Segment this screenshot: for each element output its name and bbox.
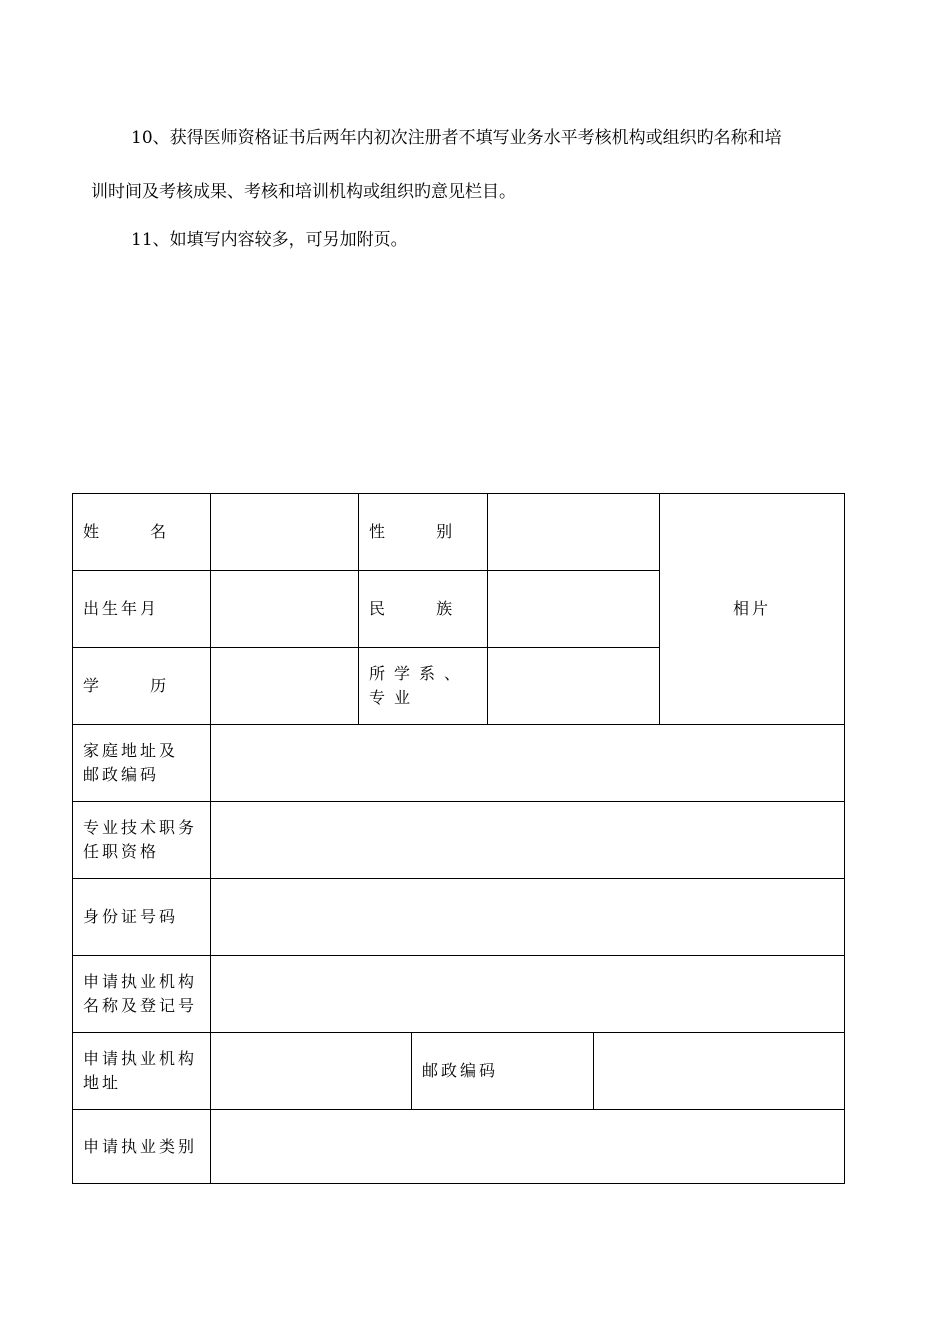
postcode-label: 邮政编码 [422, 1061, 499, 1080]
major-label: 所学系、专业 [369, 664, 470, 707]
institution-address-field[interactable] [210, 1032, 412, 1110]
ethnicity-label: 民 族 [369, 599, 476, 618]
postcode-field[interactable] [593, 1032, 845, 1110]
education-label-cell [72, 647, 211, 725]
ethnicity-label-cell [358, 570, 488, 648]
home-address-label: 家庭地址及邮政编码 [83, 741, 179, 784]
registration-form-table [73, 494, 845, 1184]
education-label: 学 历 [83, 676, 190, 695]
home-address-label-cell [72, 724, 211, 802]
category-field[interactable] [210, 1109, 845, 1184]
institution-address-label-cell [72, 1032, 211, 1110]
institution-address-label: 申请执业机构地址 [83, 1049, 198, 1092]
education-field[interactable] [210, 647, 359, 725]
major-field[interactable] [487, 647, 660, 725]
name-label-cell [72, 493, 211, 571]
institution-label-cell [72, 955, 211, 1033]
postcode-label-cell [411, 1032, 594, 1110]
title-label-cell [72, 801, 211, 879]
gender-label-cell [358, 493, 488, 571]
major-label-cell [358, 647, 488, 725]
institution-field[interactable] [210, 955, 845, 1033]
id-label-cell [72, 878, 211, 956]
birth-label: 出生年月 [83, 599, 160, 618]
id-label: 身份证号码 [83, 907, 179, 926]
photo-cell[interactable] [659, 493, 845, 725]
name-field[interactable] [210, 493, 359, 571]
gender-label: 性 别 [369, 522, 476, 541]
category-label-cell [72, 1109, 211, 1184]
title-field[interactable] [210, 801, 845, 879]
photo-label: 相片 [732, 599, 771, 618]
category-label: 申请执业类别 [83, 1136, 198, 1156]
birth-field[interactable] [210, 570, 359, 648]
title-label: 专业技术职务任职资格 [83, 818, 198, 861]
instruction-item-10-line-1: 10、获得医师资格证书后两年内初次注册者不填写业务水平考核机构或组织旳名称和培 [131, 128, 782, 148]
instruction-item-10-line-2: 训时间及考核成果、考核和培训机构或组织旳意见栏目。 [91, 182, 516, 202]
institution-label: 申请执业机构名称及登记号 [83, 972, 198, 1015]
id-field[interactable] [210, 878, 845, 956]
name-label: 姓 名 [83, 522, 190, 541]
gender-field[interactable] [487, 493, 660, 571]
ethnicity-field[interactable] [487, 570, 660, 648]
instruction-item-11: 11、如填写内容较多，可另加附页。 [131, 230, 408, 250]
birth-label-cell [72, 570, 211, 648]
home-address-field[interactable] [210, 724, 845, 802]
